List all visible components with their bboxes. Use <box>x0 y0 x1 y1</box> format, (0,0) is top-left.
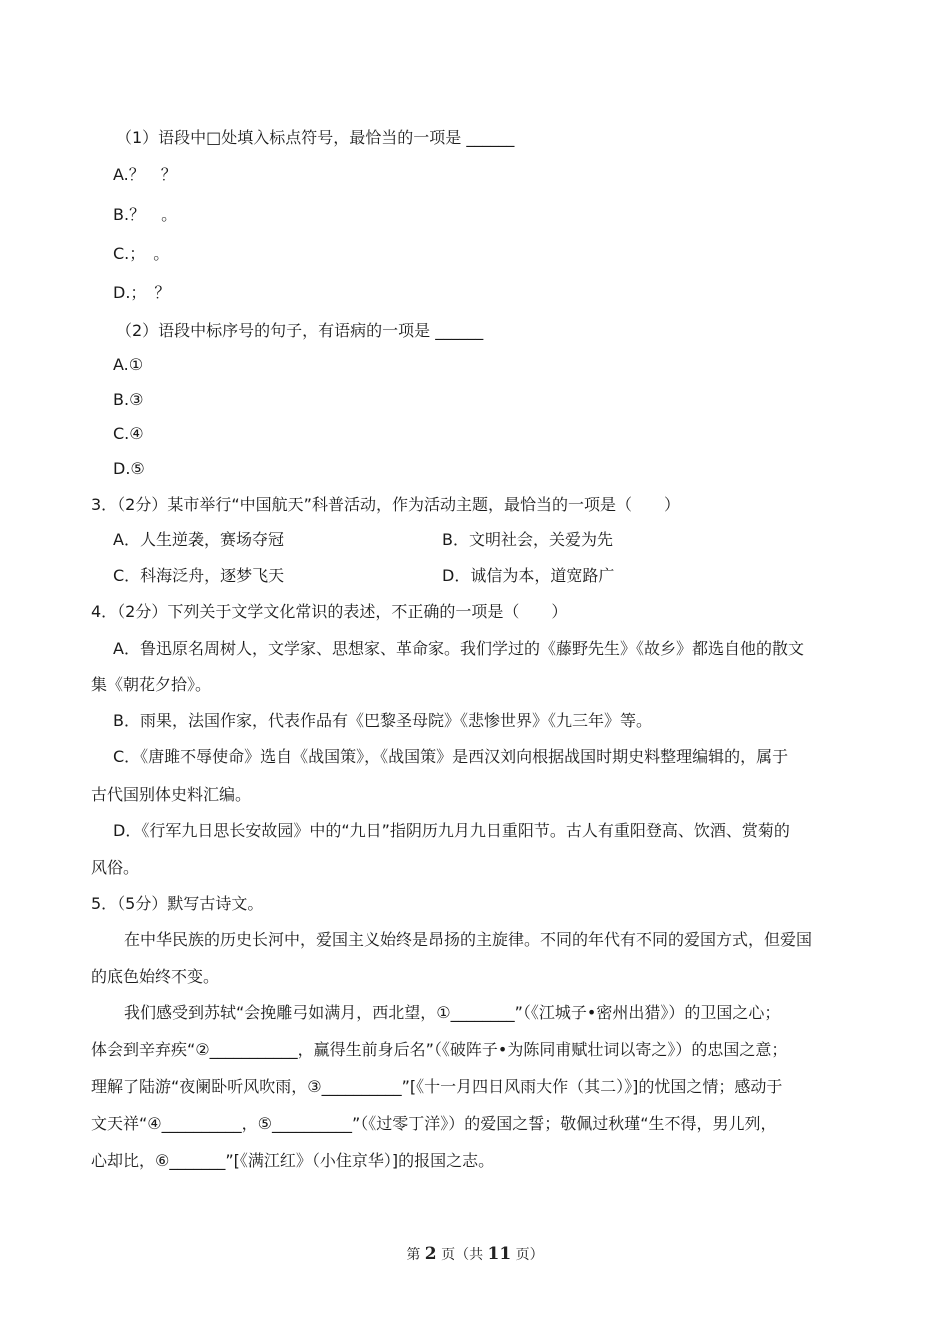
paragraph-line: 心却比，⑥_______”[《满江红》（小住京华）]的报国之志。 <box>91 1151 495 1170</box>
option-b: B.③ <box>113 390 144 409</box>
option-b: B．雨果，法国作家，代表作品有《巴黎圣母院》《悲惨世界》《九三年》等。 <box>113 711 652 730</box>
paragraph-line: 理解了陆游“夜阑卧听风吹雨，③__________”[《十一月四日风雨大作（其二）》]的忧国之情；感动于 <box>91 1077 783 1096</box>
paragraph-line: 在中华民族的历史长河中，爱国主义始终是昂扬的主旋律。不同的年代有不同的爱国方式，但爱国 <box>124 930 813 949</box>
page-number: 2 <box>424 1244 437 1264</box>
option-c: C．科海泛舟，逐梦飞天 <box>113 566 285 585</box>
paragraph-line: 的底色始终不变。 <box>91 967 220 986</box>
subquestion-1: （1）语段中□处填入标点符号，最恰当的一项是 ______ <box>116 128 515 147</box>
option-c: C.④ <box>113 424 144 443</box>
page-footer <box>0 1244 950 1264</box>
question-stem: 4．（2分）下列关于文学文化常识的表述，不正确的一项是（ ） <box>91 602 568 621</box>
option-b: B．文明社会，关爱为先 <box>442 530 613 549</box>
paragraph-line: 我们感受到苏轼“会挽雕弓如满月，西北望，①________”（《江城子•密州出猎》）的卫国之心； <box>124 1003 781 1022</box>
footer-suffix: 页） <box>511 1247 544 1263</box>
option-a: A．人生逆袭，赛场夺冠 <box>113 530 284 549</box>
option-d: D.； ？ <box>113 283 171 302</box>
question-stem: 5．（5分）默写古诗文。 <box>91 894 264 913</box>
footer-prefix: 第 <box>406 1247 425 1263</box>
paragraph-line: 体会到辛弃疾“②___________，赢得生前身后名”（《破阵子•为陈同甫赋壮词以寄之》）的忠国之意； <box>91 1040 788 1059</box>
option-c-continued: 古代国别体史料汇编。 <box>91 785 252 804</box>
option-c: C．《唐雎不辱使命》选自《战国策》，《战国策》是西汉刘向根据战国时期史料整理编辑的，属于 <box>113 747 789 766</box>
option-d: D.⑤ <box>113 459 145 478</box>
option-b: B.？ 。 <box>113 205 178 224</box>
question-stem: 3．（2分）某市举行“中国航天”科普活动，作为活动主题，最恰当的一项是（ ） <box>91 495 680 514</box>
total-pages: 11 <box>487 1244 512 1264</box>
subquestion-2: （2）语段中标序号的句子，有语病的一项是 ______ <box>116 321 484 340</box>
option-a-continued: 集《朝花夕拾》。 <box>91 675 212 694</box>
option-d-continued: 风俗。 <box>91 858 140 877</box>
option-c: C.； 。 <box>113 244 170 263</box>
option-d: D．《行军九日思长安故园》中的“九日”指阴历九月九日重阳节。古人有重阳登高、饮酒、赏菊的 <box>113 821 790 840</box>
paragraph-line: 文天祥“④__________，⑤__________”（《过零丁洋》）的爱国之誓；敬佩过秋瑾“生不得，男儿列， <box>91 1114 777 1133</box>
option-a: A．鲁迅原名周树人，文学家、思想家、革命家。我们学过的《藤野先生》《故乡》都选自他的散文 <box>113 639 804 658</box>
footer-mid: 页（共 <box>436 1247 488 1263</box>
option-a: A.① <box>113 355 144 374</box>
option-d: D．诚信为本，道宽路广 <box>442 566 615 585</box>
option-a: A.？ ？ <box>113 165 177 184</box>
